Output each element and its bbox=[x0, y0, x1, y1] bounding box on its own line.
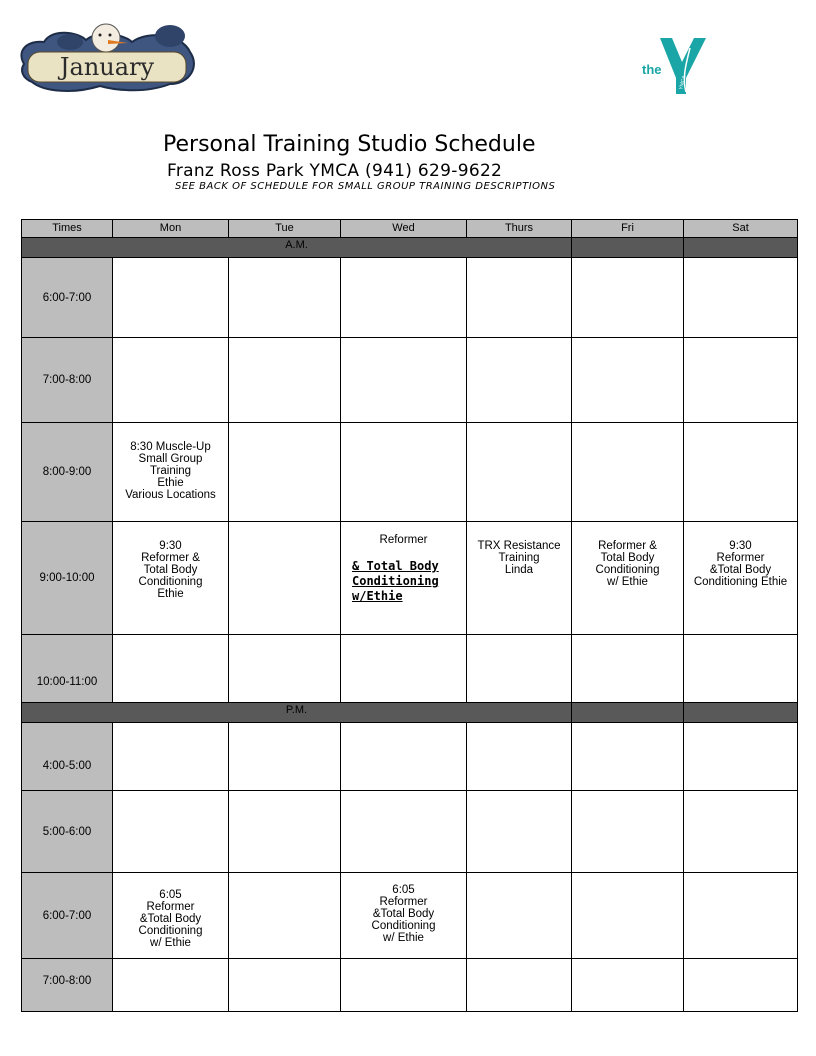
schedule-cell bbox=[229, 723, 341, 791]
schedule-cell bbox=[467, 258, 572, 338]
time-slot: 5:00-6:00 bbox=[22, 791, 113, 873]
schedule-cell bbox=[113, 258, 229, 338]
class-entry-wed: 6:05 Reformer &Total Body Conditioning w/ Ethie bbox=[341, 873, 467, 959]
schedule-cell bbox=[113, 959, 229, 1012]
class-entry-mon: 9:30 Reformer & Total Body Conditioning Ethie bbox=[113, 522, 229, 635]
class-entry-wed-bold: & Total Body Conditioning w/Ethie bbox=[352, 559, 439, 603]
schedule-cell bbox=[113, 635, 229, 703]
schedule-cell bbox=[684, 258, 798, 338]
schedule-cell bbox=[229, 522, 341, 635]
schedule-cell bbox=[572, 873, 684, 959]
am-section-row bbox=[22, 238, 798, 258]
schedule-cell bbox=[113, 338, 229, 423]
schedule-cell bbox=[229, 338, 341, 423]
ymca-small-text: YMCA bbox=[678, 75, 688, 91]
ymca-the-text: the bbox=[642, 62, 662, 77]
schedule-cell bbox=[572, 959, 684, 1012]
class-entry-thurs: TRX Resistance Training Linda bbox=[467, 522, 572, 635]
schedule-cell bbox=[467, 791, 572, 873]
class-entry-mon: 6:05 Reformer &Total Body Conditioning w/ Ethie bbox=[113, 873, 229, 959]
table-row bbox=[22, 522, 798, 635]
schedule-cell bbox=[684, 635, 798, 703]
column-header: Wed bbox=[341, 220, 467, 238]
schedule-cell bbox=[572, 258, 684, 338]
schedule-cell bbox=[467, 338, 572, 423]
schedule-cell bbox=[684, 723, 798, 791]
column-header: Tue bbox=[229, 220, 341, 238]
schedule-cell bbox=[572, 635, 684, 703]
schedule-cell bbox=[113, 723, 229, 791]
class-entry-mon: 8:30 Muscle-Up Small Group Training Ethie Various Locations bbox=[113, 423, 229, 522]
schedule-cell bbox=[684, 338, 798, 423]
january-logo bbox=[14, 18, 198, 94]
schedule-cell bbox=[229, 873, 341, 959]
table-row bbox=[22, 873, 798, 959]
schedule-cell bbox=[467, 635, 572, 703]
column-header: Mon bbox=[113, 220, 229, 238]
schedule-cell bbox=[684, 873, 798, 959]
schedule-cell bbox=[229, 635, 341, 703]
table-row bbox=[22, 635, 798, 703]
schedule-cell bbox=[572, 338, 684, 423]
schedule-cell bbox=[467, 423, 572, 522]
schedule-cell bbox=[467, 873, 572, 959]
time-slot: 6:00-7:00 bbox=[22, 258, 113, 338]
class-entry-wed bbox=[341, 522, 467, 635]
time-slot: 7:00-8:00 bbox=[22, 338, 113, 423]
time-slot: 6:00-7:00 bbox=[22, 873, 113, 959]
schedule-note: SEE BACK OF SCHEDULE FOR SMALL GROUP TRAINING DESCRIPTIONS bbox=[175, 181, 556, 192]
column-header: Times bbox=[22, 220, 113, 238]
schedule-cell bbox=[341, 258, 467, 338]
schedule-cell bbox=[341, 635, 467, 703]
column-header: Sat bbox=[684, 220, 798, 238]
schedule-cell bbox=[229, 791, 341, 873]
schedule-cell bbox=[572, 791, 684, 873]
pm-section-row bbox=[22, 703, 798, 723]
schedule-cell bbox=[229, 258, 341, 338]
table-row bbox=[22, 959, 798, 1012]
schedule-cell bbox=[341, 423, 467, 522]
schedule-cell bbox=[341, 723, 467, 791]
page-title: Personal Training Studio Schedule bbox=[163, 132, 536, 157]
header-row bbox=[22, 220, 798, 238]
schedule-cell bbox=[684, 791, 798, 873]
schedule-cell bbox=[341, 959, 467, 1012]
schedule-cell bbox=[229, 423, 341, 522]
table-row bbox=[22, 723, 798, 791]
january-text: January bbox=[59, 53, 155, 81]
table-row bbox=[22, 423, 798, 522]
pm-section-label: P.M. bbox=[22, 703, 572, 723]
page-subtitle: Franz Ross Park YMCA (941) 629-9622 bbox=[167, 161, 503, 181]
schedule-cell bbox=[684, 959, 798, 1012]
class-entry-sat: 9:30 Reformer &Total Body Conditioning Ethie bbox=[684, 522, 798, 635]
schedule-cell bbox=[684, 423, 798, 522]
schedule-cell bbox=[572, 723, 684, 791]
time-slot: 7:00-8:00 bbox=[22, 959, 113, 1012]
column-header: Thurs bbox=[467, 220, 572, 238]
ymca-logo bbox=[640, 34, 712, 98]
schedule-cell bbox=[229, 959, 341, 1012]
schedule-cell bbox=[572, 423, 684, 522]
schedule-cell bbox=[467, 723, 572, 791]
schedule-cell bbox=[467, 959, 572, 1012]
table-row bbox=[22, 338, 798, 423]
table-row bbox=[22, 791, 798, 873]
column-header: Fri bbox=[572, 220, 684, 238]
time-slot: 8:00-9:00 bbox=[22, 423, 113, 522]
time-slot: 9:00-10:00 bbox=[22, 522, 113, 635]
schedule-table bbox=[21, 219, 798, 1012]
class-entry-wed-plain: Reformer bbox=[379, 534, 428, 546]
schedule-cell bbox=[341, 338, 467, 423]
class-entry-fri: Reformer & Total Body Conditioning w/ Ethie bbox=[572, 522, 684, 635]
schedule-cell bbox=[341, 791, 467, 873]
schedule-cell bbox=[113, 791, 229, 873]
time-slot: 10:00-11:00 bbox=[22, 635, 113, 703]
am-section-label: A.M. bbox=[22, 238, 572, 258]
table-row bbox=[22, 258, 798, 338]
time-slot: 4:00-5:00 bbox=[22, 723, 113, 791]
